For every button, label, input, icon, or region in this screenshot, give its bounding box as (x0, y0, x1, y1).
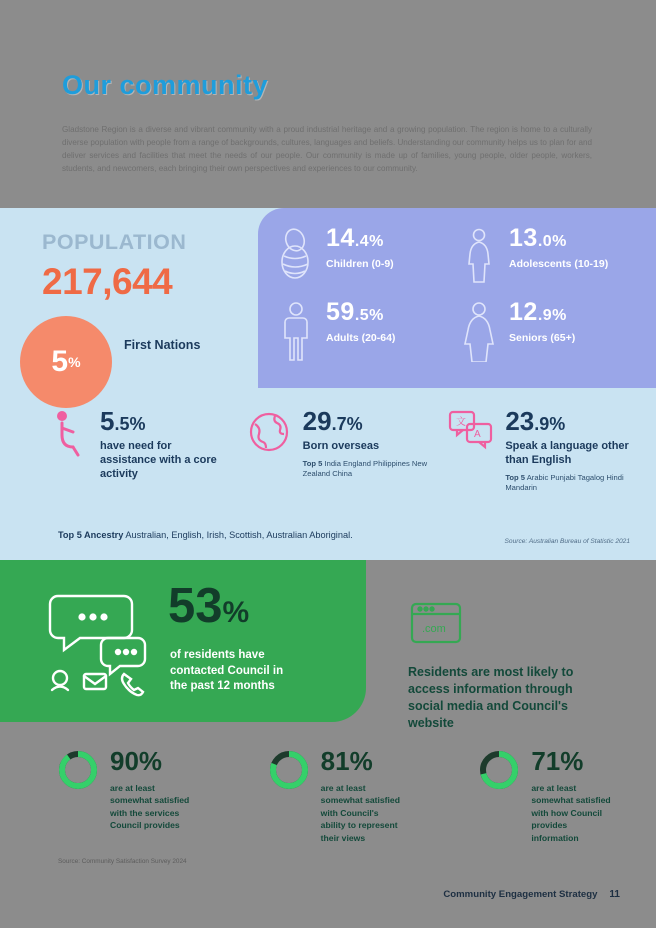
contact-number: 53 (168, 579, 223, 633)
stat-item-language (447, 408, 632, 493)
stat-body-language (505, 408, 632, 493)
stat-num-assistance: 5 (100, 406, 115, 436)
population-value: 217,644 (42, 261, 173, 302)
donut-item-representation (267, 748, 406, 844)
age-cell-adults (276, 300, 459, 374)
stat-lead-language: Speak a language other than English (505, 440, 629, 466)
age-dec-adolescents: .0% (537, 233, 567, 250)
donut-chart-90-icon (56, 748, 100, 792)
age-caption-seniors: Seniors (65+) (509, 332, 576, 344)
footer-title: Community Engagement Strategy (443, 889, 598, 900)
stat-dec-language: .9% (534, 414, 566, 434)
stat-sub-language: Arabic Punjabi Tagalog Hindi Mandarin (505, 472, 624, 492)
age-cell-seniors (459, 300, 642, 374)
donut-item-services (56, 748, 195, 844)
stat-body-born-overseas (303, 408, 430, 493)
ancestry-line (58, 530, 353, 540)
age-text-adolescents (509, 226, 608, 270)
senior-icon (459, 300, 499, 362)
age-num-children: 14 (326, 224, 355, 252)
svg-text:.com: .com (422, 623, 446, 635)
chat-icons (46, 582, 166, 700)
stat-item-assistance (42, 408, 227, 493)
age-breakdown-panel (258, 208, 656, 388)
children-icon (276, 226, 316, 288)
donut-body-representation (321, 748, 406, 844)
first-nations-value: 5 (51, 345, 69, 378)
donut-body-information (531, 748, 616, 844)
donut-item-information (477, 748, 616, 844)
footer (443, 889, 620, 900)
donut-chart-71-icon (477, 748, 521, 792)
first-nations-circle (20, 316, 112, 408)
contact-percent-symbol: % (222, 596, 250, 629)
age-caption-adolescents: Adolescents (10-19) (509, 258, 609, 270)
adolescent-icon (459, 226, 499, 288)
stat-sub-label-language: Top 5 (505, 472, 526, 482)
first-nations-percent-symbol: % (68, 354, 81, 370)
contacted-council-caption: of residents have contacted Council in the past 12 months (170, 649, 284, 693)
donut-num-services: 90 (110, 746, 139, 776)
donut-caption-representation: are at least somewhat satisfied with Council's ability to represent their views (320, 783, 400, 843)
age-text-children (326, 226, 394, 270)
adult-icon (276, 300, 316, 362)
community-stats-band (0, 208, 656, 560)
donut-num-representation: 81 (320, 746, 350, 776)
stat-num-language: 23 (505, 406, 535, 436)
contact-band (0, 560, 366, 722)
web-access-block (408, 598, 598, 732)
stat-num-born-overseas: 29 (302, 406, 332, 436)
stat-sub-label-born-overseas: Top 5 (302, 458, 323, 468)
donut-pct-services: % (138, 746, 163, 776)
first-nations-caption: First Nations (124, 338, 201, 352)
stat-item-born-overseas (245, 408, 430, 493)
community-stat-row (42, 408, 632, 493)
donut-pct-information: % (560, 746, 584, 776)
ancestry-value: Australian, English, Irish, Scottish, Australian Aboriginal. (125, 530, 353, 540)
browser-window-icon (408, 598, 464, 650)
donut-caption-information: are at least somewhat satisfied with how Council provides information (531, 783, 611, 843)
stat-body-assistance (100, 408, 227, 493)
svg-text:文: 文 (456, 417, 467, 428)
intro-paragraph: Gladstone Region is a diverse and vibrant community with a proud industrial heritage and a growing population. The region is home to a culturally diverse population with people from a range of backgrounds, cultures, languages and beliefs. Understanding our community helps us to plan for and deliver services and facilities that meet the needs of our people. Our community is made up of families, young people, older people, workers, students, and newcomers, each bringing their own perspectives and experiences to our community. (62, 125, 592, 174)
header (62, 70, 602, 175)
age-text-adults (326, 300, 395, 344)
donut-num-information: 71 (531, 746, 561, 776)
donut-body-services (110, 748, 195, 844)
age-num-adults: 59 (326, 298, 355, 326)
svg-text:A: A (474, 429, 482, 440)
source-green: Source: Community Satisfaction Survey 2024 (58, 858, 187, 865)
source-blue: Source: Australian Bureau of Statistic 2021 (504, 538, 630, 545)
age-text-seniors (509, 300, 575, 344)
stat-lead-born-overseas: Born overseas (302, 440, 380, 452)
stat-lead-assistance: have need for assistance with a core activity (100, 440, 217, 480)
page-title: Our community (62, 70, 269, 100)
donut-chart-81-icon (267, 748, 311, 792)
speech-bubbles-language-icon (447, 408, 495, 460)
donut-caption-services: are at least somewhat satisfied with the services Council provides (110, 783, 190, 831)
age-dec-seniors: .9% (537, 307, 567, 324)
web-access-text: Residents are most likely to access information through social media and Council's website (408, 665, 574, 730)
stat-sub-born-overseas: India England Philippines New Zealand China (302, 458, 428, 478)
contacted-council-value (168, 579, 250, 633)
age-cell-adolescents (459, 226, 642, 300)
age-cell-children (276, 226, 459, 300)
population-label: POPULATION (42, 230, 187, 254)
age-num-seniors: 12 (509, 298, 538, 326)
satisfaction-donuts (56, 748, 616, 844)
globe-icon (245, 408, 293, 460)
footer-page-number: 11 (609, 889, 620, 900)
age-grid (258, 208, 656, 388)
donut-pct-representation: % (349, 746, 373, 776)
wheelchair-accessibility-icon (42, 408, 90, 460)
stat-dec-assistance: .5% (114, 414, 146, 434)
population-block (42, 230, 260, 303)
age-dec-adults: .5% (354, 307, 384, 324)
age-num-adolescents: 13 (509, 224, 538, 252)
age-dec-children: .4% (354, 233, 384, 250)
stat-dec-born-overseas: .7% (331, 414, 363, 434)
age-caption-children: Children (0-9) (326, 258, 394, 270)
age-caption-adults: Adults (20-64) (326, 332, 396, 344)
ancestry-label: Top 5 Ancestry (58, 530, 124, 540)
